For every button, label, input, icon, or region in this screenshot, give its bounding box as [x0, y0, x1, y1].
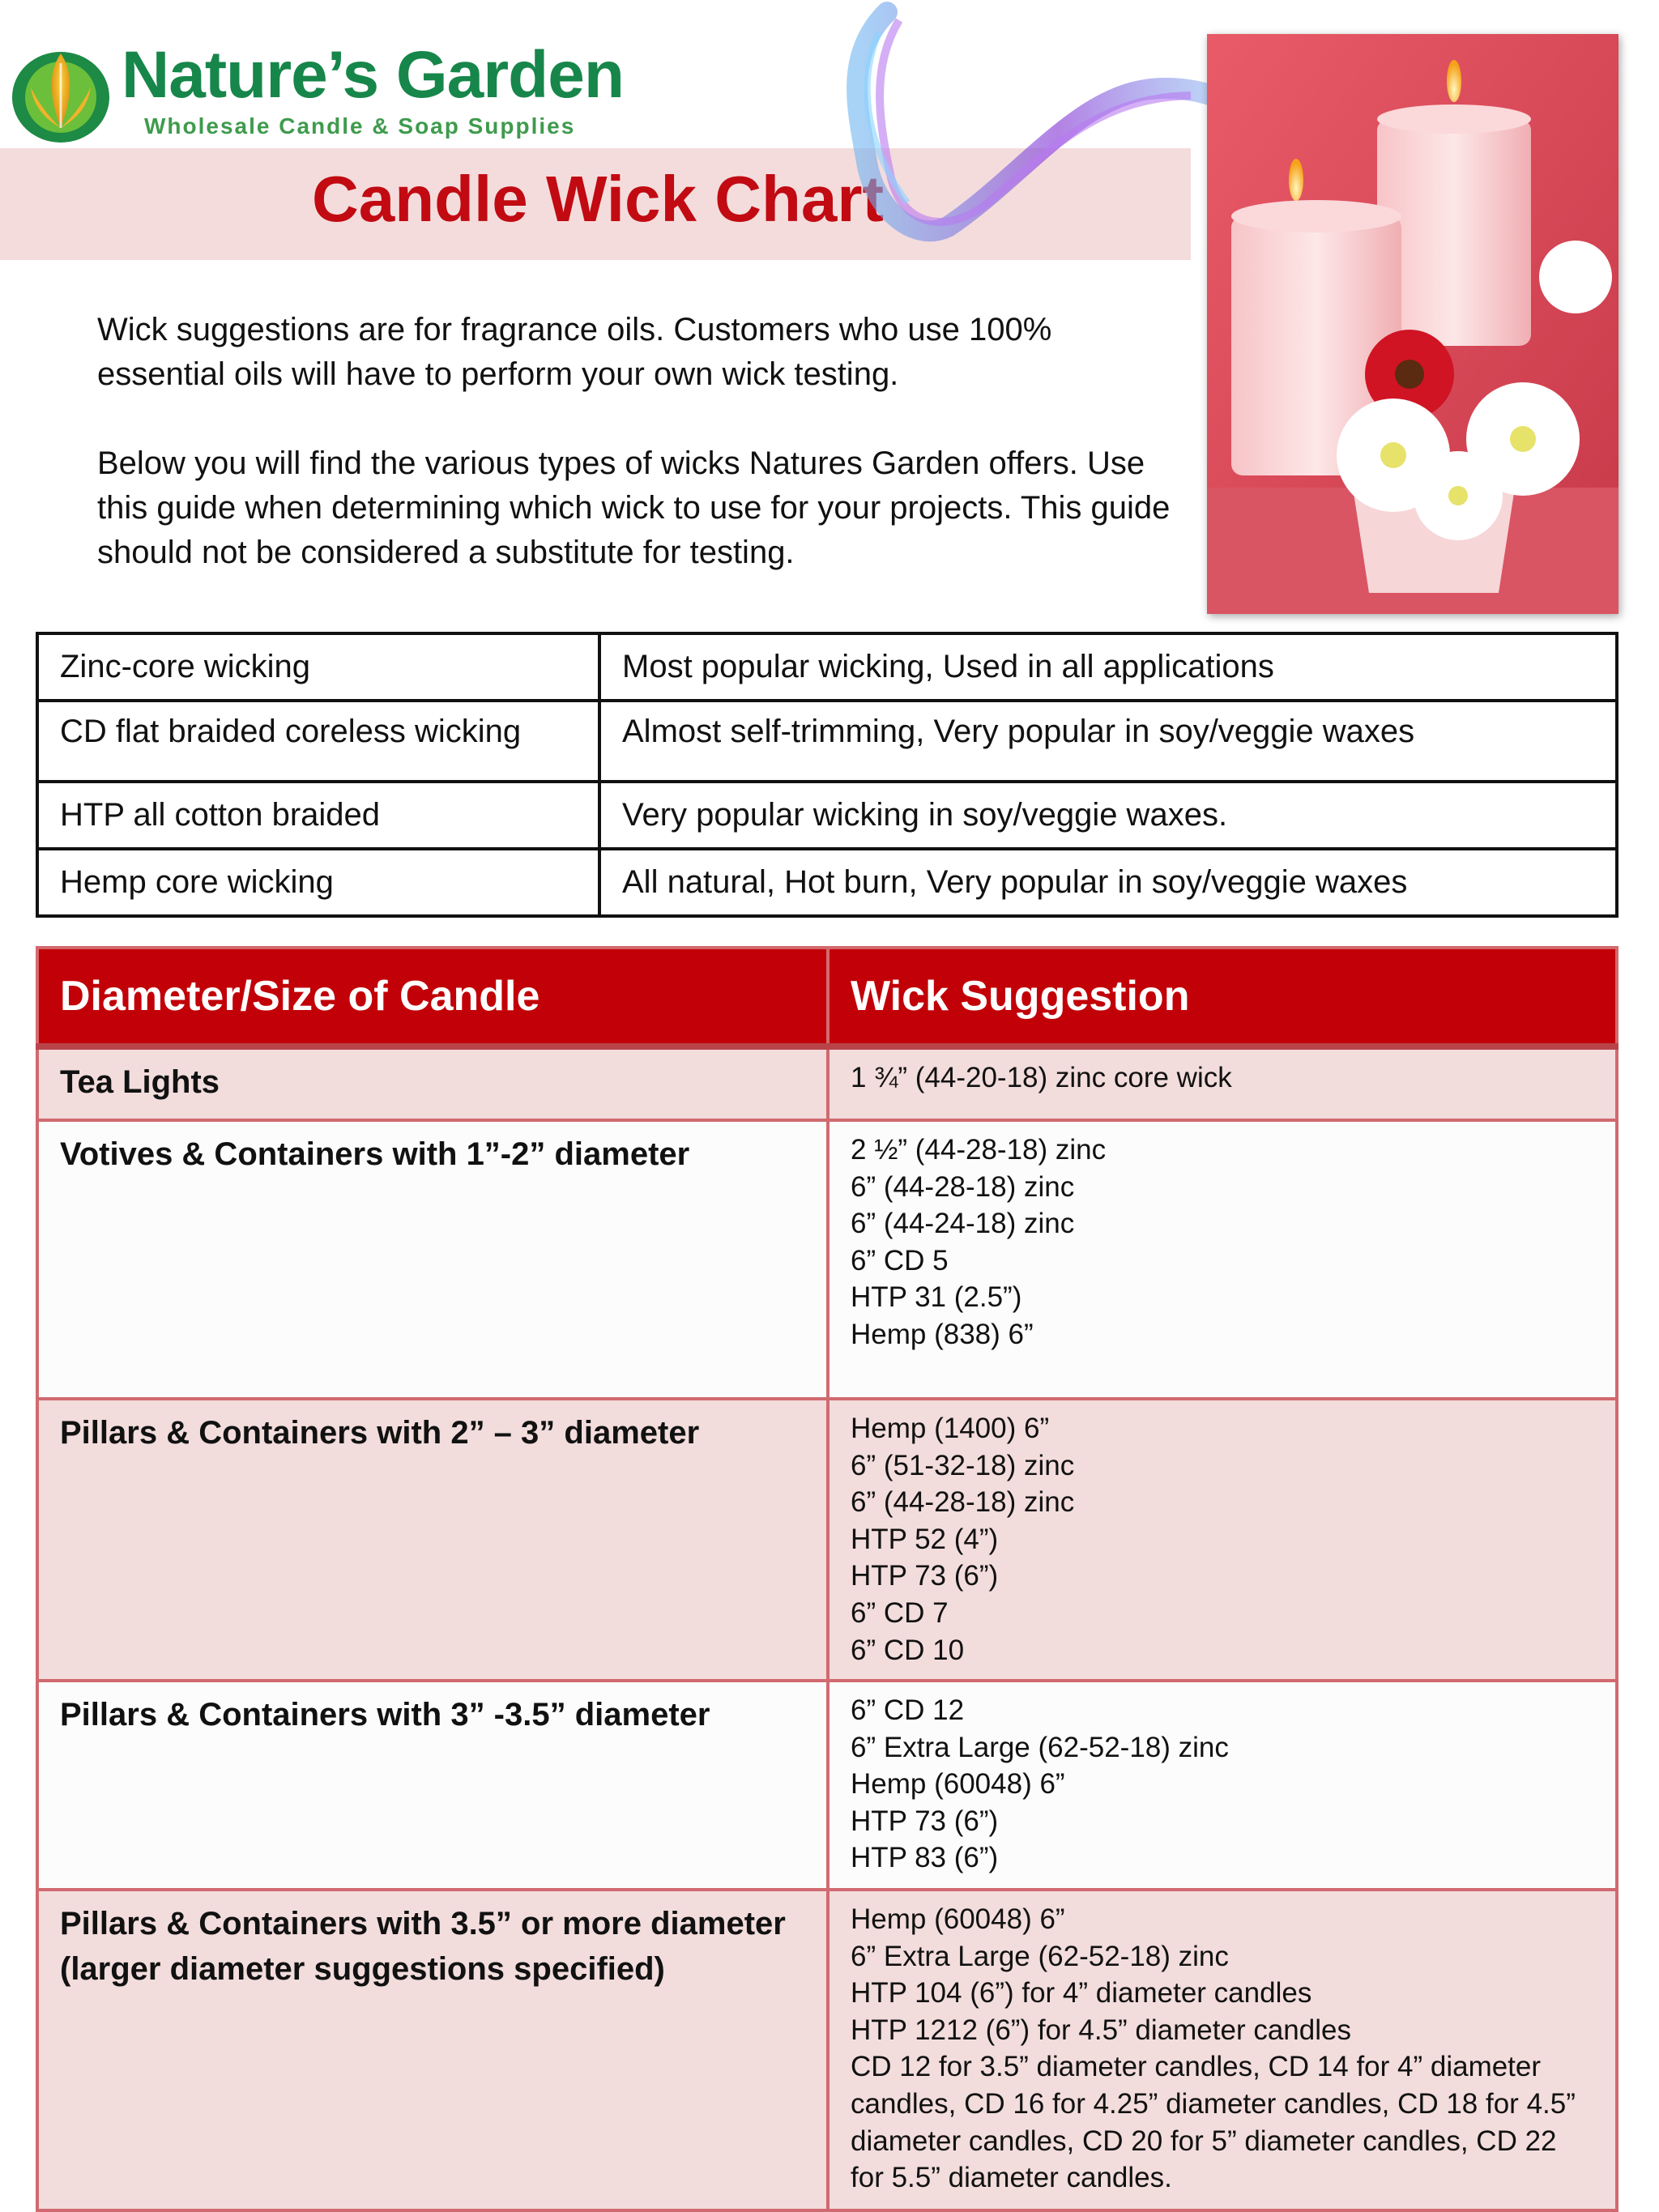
wick-item: 6” CD 5: [851, 1244, 949, 1276]
wick-item: HTP 73 (6”): [851, 1560, 999, 1592]
wick-suggestion-cell: [828, 1120, 1617, 1399]
wick-suggestion-cell: [828, 1046, 1617, 1120]
table-row: [37, 1046, 1617, 1120]
wick-types-table: [36, 632, 1618, 918]
leaf-flower-logo-icon: [6, 39, 116, 148]
intro-paragraph-2: Below you will find the various types of wicks Natures Garden offers. Use this guide when determining which wick to use for your projects. This guide should not be considered a substitute for testing.: [97, 445, 1171, 570]
pink-candles-with-daisies-photo: [1207, 34, 1618, 614]
table-row: [37, 1890, 1617, 2210]
table-header-row: [37, 948, 1617, 1046]
wick-column-header: Wick Suggestion: [828, 948, 1617, 1046]
brand-tagline: Wholesale Candle & Soap Supplies: [144, 113, 576, 139]
table-row: [37, 701, 1617, 782]
wick-item: 6” Extra Large (62-52-18) zinc: [851, 1940, 1229, 1972]
table-row: [37, 633, 1617, 701]
wick-type-description: Most popular wicking, Used in all applications: [599, 633, 1617, 701]
candle-size-cell: Tea Lights: [37, 1046, 828, 1120]
wick-item: HTP 31 (2.5”): [851, 1281, 1022, 1314]
wick-suggestion-cell: [828, 1681, 1617, 1890]
candle-size-cell: Votives & Containers with 1”-2” diameter: [37, 1120, 828, 1399]
wick-item: 6” (51-32-18) zinc: [851, 1449, 1075, 1481]
wick-suggestion-cell: [828, 1399, 1617, 1681]
table-row: [37, 1681, 1617, 1890]
page-title: Candle Wick Chart: [312, 163, 885, 235]
table-row: [37, 849, 1617, 916]
wick-item: HTP 104 (6”) for 4” diameter candles: [851, 1977, 1312, 2010]
wick-item: HTP 52 (4”): [851, 1523, 999, 1555]
wick-type-name: HTP all cotton braided: [37, 782, 599, 849]
wick-suggestion-table: [36, 946, 1618, 2212]
candle-size-cell: Pillars & Containers with 3.5” or more diameter (larger diameter suggestions specified): [37, 1890, 828, 2210]
table-row: [37, 782, 1617, 849]
wick-item: Hemp (838) 6”: [851, 1318, 1034, 1350]
wick-item: CD 12 for 3.5” diameter candles, CD 14 for 4” diameter candles, CD 16 for 4.25” diameter candles, CD 18 for 4.5” diameter candles, CD 20 for 5” diameter candles, CD 22 for 5.5” diameter candles.: [851, 2051, 1576, 2194]
wick-item: 6” CD 10: [851, 1634, 965, 1666]
smoke-swirl-decoration: [810, 0, 1264, 251]
table-row: [37, 1120, 1617, 1399]
wick-type-description: Almost self-trimming, Very popular in soy/veggie waxes: [599, 701, 1617, 782]
intro-paragraph-1: Wick suggestions are for fragrance oils. Customers who use 100% essential oils will have to perform your own wick testing.: [97, 312, 1052, 392]
wick-item: 1 ¾” (44-20-18) zinc core wick: [851, 1062, 1232, 1093]
wick-item: 6” (44-24-18) zinc: [851, 1208, 1075, 1240]
wick-item: 6” CD 7: [851, 1596, 949, 1629]
wick-type-description: All natural, Hot burn, Very popular in soy/veggie waxes: [599, 849, 1617, 916]
wick-item: HTP 1212 (6”) for 4.5” diameter candles: [851, 2014, 1351, 2046]
candle-size-cell: Pillars & Containers with 3” -3.5” diameter: [37, 1681, 828, 1890]
wick-item: Hemp (1400) 6”: [851, 1413, 1050, 1444]
wick-item: 2 ½” (44-28-18) zinc: [851, 1134, 1107, 1166]
wick-type-description: Very popular wicking in soy/veggie waxes.: [599, 782, 1617, 849]
wick-item: 6” Extra Large (62-52-18) zinc: [851, 1731, 1229, 1763]
wick-item: 6” (44-28-18) zinc: [851, 1170, 1075, 1203]
wick-item: 6” (44-28-18) zinc: [851, 1486, 1075, 1519]
candle-size-cell: Pillars & Containers with 2” – 3” diameter: [37, 1399, 828, 1681]
wick-item: Hemp (60048) 6”: [851, 1768, 1065, 1801]
intro-text: [97, 308, 1175, 620]
wick-type-name: CD flat braided coreless wicking: [37, 701, 599, 782]
wick-item: Hemp (60048) 6”: [851, 1903, 1065, 1935]
wick-suggestion-cell: [828, 1890, 1617, 2210]
brand-logo: [6, 39, 622, 152]
size-column-header: Diameter/Size of Candle: [37, 948, 828, 1046]
brand-name: Nature’s Garden: [122, 38, 624, 112]
table-row: [37, 1399, 1617, 1681]
wick-item: HTP 83 (6”): [851, 1842, 999, 1874]
wick-item: HTP 73 (6”): [851, 1805, 999, 1837]
wick-type-name: Hemp core wicking: [37, 849, 599, 916]
wick-type-name: Zinc-core wicking: [37, 633, 599, 701]
wick-item: 6” CD 12: [851, 1694, 965, 1726]
